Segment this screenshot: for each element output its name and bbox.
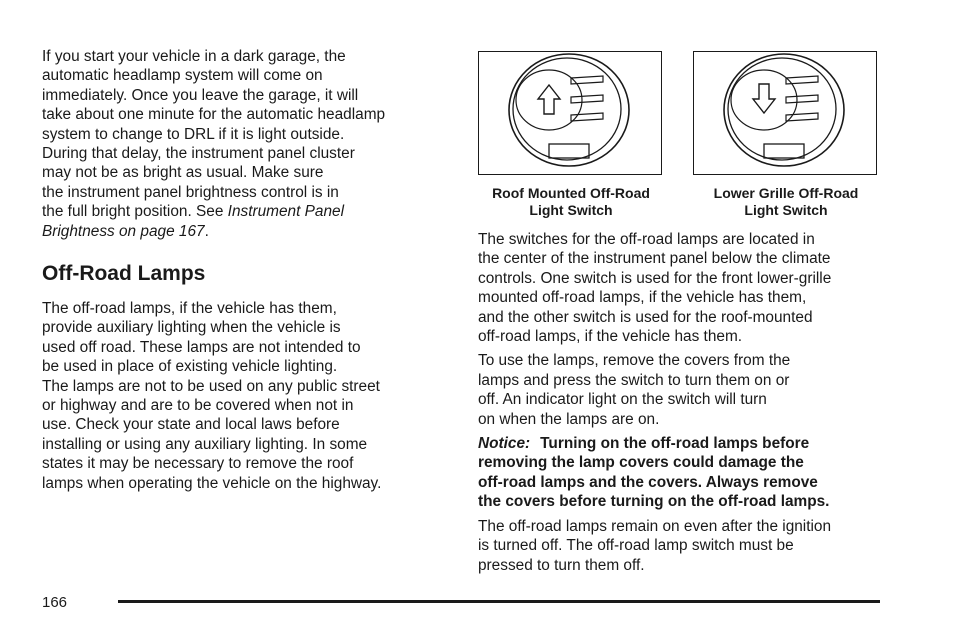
page-number: 166 — [42, 594, 68, 611]
text-line: lamps when operating the vehicle on the highway. — [42, 474, 382, 492]
text-fragment: the full bright position. See — [42, 203, 228, 221]
text-line: mounted off-road lamps, if the vehicle has them, — [478, 289, 807, 307]
roof-switch-illustration — [479, 52, 660, 173]
text-line: take about one minute for the automatic headlamp — [42, 106, 386, 124]
text-line: The lamps are not to be used on any public street — [42, 377, 380, 395]
usage-paragraph — [478, 351, 888, 429]
text-line: automatic headlamp system will come on — [42, 67, 323, 85]
text-line: removing the lamp covers could damage the — [478, 454, 804, 472]
text-line: pressed to turn them off. — [478, 556, 645, 574]
text-line: provide auxiliary lighting when the vehicle is — [42, 319, 341, 337]
text-line: use. Check your state and local laws before — [42, 416, 340, 434]
text-line: may not be as bright as usual. Make sure — [42, 164, 324, 182]
text-line: states it may be necessary to remove the roof — [42, 455, 354, 473]
intro-paragraph — [42, 47, 452, 241]
text-line: The off-road lamps, if the vehicle has them, — [42, 300, 337, 317]
indicator-light — [549, 144, 589, 158]
ignition-paragraph — [478, 517, 888, 575]
text-line: used off road. These lamps are not intended to — [42, 338, 361, 356]
grille-switch-illustration — [694, 52, 875, 173]
cross-reference-link[interactable]: Instrument Panel — [227, 203, 345, 221]
text-line: During that delay, the instrument panel cluster — [42, 145, 355, 163]
grille-switch-figure — [693, 51, 877, 175]
caption-line: Roof Mounted Off-Road — [492, 185, 650, 201]
caption-line: Light Switch — [744, 202, 828, 218]
text-line — [42, 222, 452, 241]
switches-paragraph — [478, 230, 888, 346]
notice-label: Notice: — [478, 435, 531, 453]
text-line: off-road lamps and the covers. Always remove — [478, 473, 818, 491]
text-line: lamps and press the switch to turn them on or — [478, 371, 790, 389]
text-line: system to change to DRL if it is light outside. — [42, 125, 345, 143]
text-line — [42, 202, 452, 221]
text-line: the covers before turning on the off-road lamps. — [478, 493, 830, 511]
text-line: the instrument panel brightness control is in — [42, 183, 339, 201]
text-line: The switches for the off-road lamps are located in — [478, 231, 815, 248]
indicator-light — [764, 144, 804, 158]
text-line — [478, 434, 888, 453]
light-beam-icon — [786, 95, 818, 103]
grille-switch-caption — [686, 185, 886, 219]
text-line: off. An indicator light on the switch will turn — [478, 391, 767, 409]
notice-block — [478, 434, 888, 512]
text-line: the center of the instrument panel below the climate — [478, 250, 831, 268]
text-line: is turned off. The off-road lamp switch must be — [478, 537, 794, 555]
light-beam-icon — [571, 95, 603, 103]
right-column — [478, 230, 888, 575]
text-fragment: Turning on the off-road lamps before — [540, 435, 810, 453]
roof-switch-caption — [471, 185, 671, 219]
text-line: immediately. Once you leave the garage, it will — [42, 86, 359, 104]
text-line: To use the lamps, remove the covers from the — [478, 352, 791, 370]
up-arrow-icon — [538, 85, 560, 114]
text-line: installing or using any auxiliary lighting. In some — [42, 435, 368, 453]
text-line: If you start your vehicle in a dark garage, the — [42, 48, 346, 65]
section-heading: Off-Road Lamps — [42, 262, 206, 285]
text-line: and the other switch is used for the roof-mounted — [478, 308, 813, 326]
text-line: off-road lamps, if the vehicle has them. — [478, 328, 743, 346]
footer-rule — [118, 600, 880, 603]
text-fragment: . — [204, 222, 209, 240]
text-line: The off-road lamps remain on even after the ignition — [478, 517, 832, 535]
cross-reference-link-continued[interactable]: Brightness on page 167 — [42, 222, 205, 240]
text-line: or highway and are to be covered when not in — [42, 397, 354, 415]
roof-switch-figure — [478, 51, 662, 175]
text-line: be used in place of existing vehicle lighting. — [42, 358, 338, 376]
down-arrow-icon — [753, 84, 775, 113]
caption-line: Lower Grille Off-Road — [713, 185, 859, 201]
text-line: on when the lamps are on. — [478, 410, 660, 428]
caption-line: Light Switch — [529, 202, 613, 218]
off-road-paragraph — [42, 299, 452, 493]
text-line: controls. One switch is used for the front lower-grille — [478, 269, 832, 287]
